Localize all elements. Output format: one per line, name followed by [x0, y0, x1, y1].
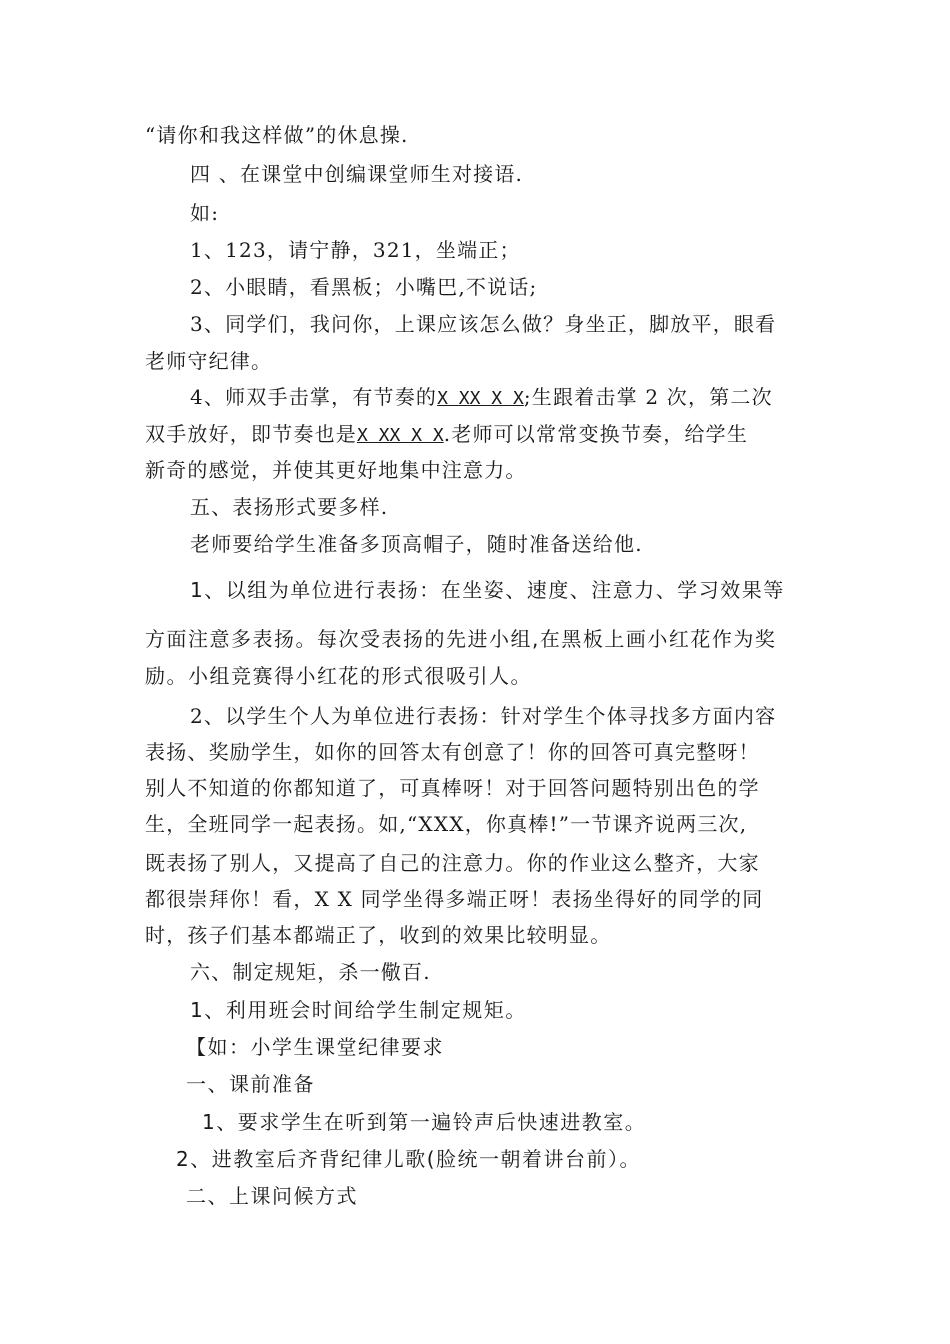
text-line: 1、要求学生在听到第一遍铃声后快速进教室。 [202, 1110, 647, 1134]
text-line: 1、123，请宁静，321，坐端正； [190, 238, 521, 262]
text-line: 别人不知道的你都知道了，可真棒呀！对于回答问题特别出色的学 [145, 776, 760, 800]
text-line: 励。小组竞赛得小红花的形式很吸引人。 [145, 664, 532, 688]
text-line: 时，孩子们基本都端正了，收到的效果比较明显。 [145, 923, 612, 947]
text-line: 1、利用班会时间给学生制定规矩。 [190, 998, 527, 1022]
text-line [145, 420, 748, 448]
text-line: 1、以组为单位进行表扬：在坐姿、速度、注意力、学习效果等 [190, 578, 785, 602]
rhythm-notation: X XX X X [357, 425, 444, 446]
text-line: 如: [190, 201, 220, 225]
text-segment: 双手放好，即节奏也是 [145, 422, 357, 446]
text-segment: .老师可以常常变换节奏，给学生 [443, 422, 749, 446]
subheading: 二、上课问候方式 [186, 1184, 358, 1208]
text-line: 3、同学们，我问你，上课应该怎么做？身坐正，脚放平，眼看 [190, 312, 777, 336]
text-line: 老师守纪律。 [145, 349, 273, 373]
text-line: 2、进教室后齐背纪律儿歌(脸统一朝着讲台前）。 [176, 1147, 642, 1171]
subheading: 一、课前准备 [186, 1072, 315, 1096]
text-line: 2、以学生个人为单位进行表扬：针对学生个体寻找多方面内容 [190, 704, 777, 728]
section-heading-5: 五、表扬形式要多样. [190, 495, 389, 519]
text-line: 既表扬了别人，又提高了自己的注意力。你的作业这么整齐，大家 [145, 851, 760, 875]
text-segment: ;生跟着击掌 2 次，第二次 [523, 385, 773, 409]
rhythm-notation: X XX X X [437, 388, 524, 409]
text-line: 新奇的感觉，并使其更好地集中注意力。 [145, 458, 527, 482]
text-line: 2、小眼睛，看黑板；小嘴巴,不说话; [190, 275, 538, 299]
text-line: 方面注意多表扬。每次受表扬的先进小组,在黑板上画小红花作为奖 [145, 627, 777, 651]
section-heading-6: 六、制定规矩，杀一儆百. [190, 960, 431, 984]
text-line: 【如：小学生课堂纪律要求 [186, 1035, 444, 1059]
section-heading-4: 四 、在课堂中创编课堂师生对接语. [190, 162, 524, 186]
text-line: 老师要给学生准备多顶高帽子，随时准备送给他. [190, 532, 643, 556]
text-line: 都很崇拜你！看，X X 同学坐得多端正呀！表扬坐得好的同学的同 [145, 887, 764, 911]
text-line: “请你和我这样做”的休息操. [145, 123, 409, 147]
text-segment: 4、师双手击掌，有节奏的 [190, 385, 438, 409]
text-line: 生，全班同学一起表扬。如,“XXX，你真棒!”一节课齐说两三次, [145, 812, 748, 836]
text-line: 表扬、奖励学生，如你的回答太有创意了！你的回答可真完整呀！ [145, 740, 760, 764]
text-line [190, 383, 773, 411]
